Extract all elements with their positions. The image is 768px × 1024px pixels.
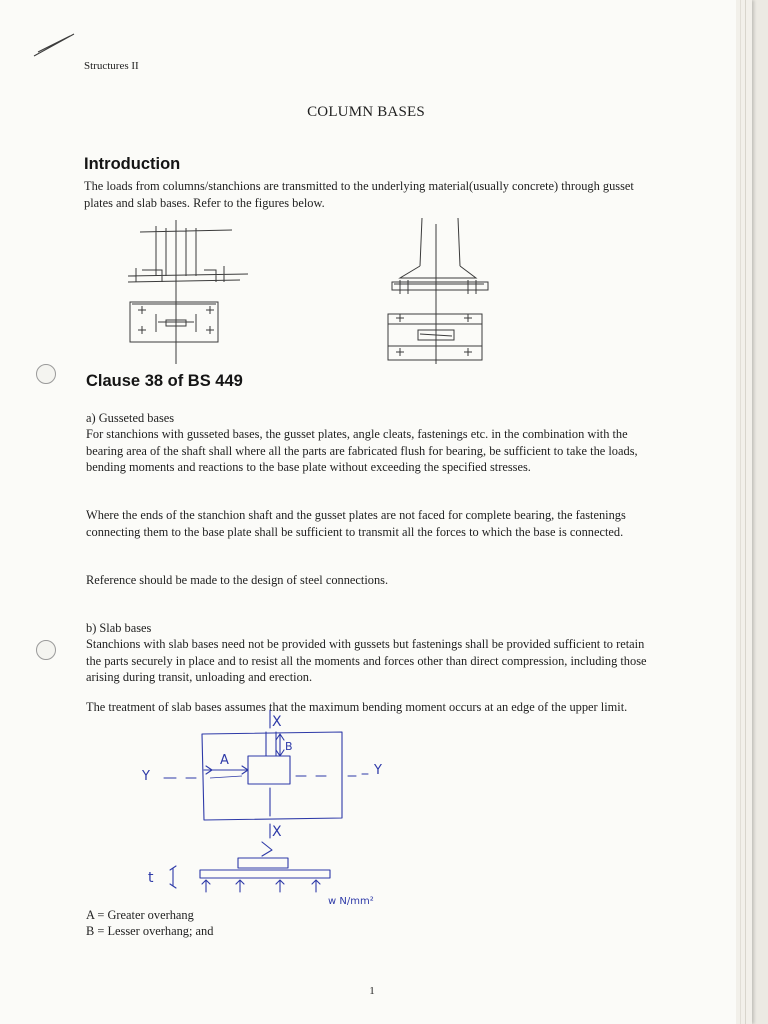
gusseted-bases-paragraph: For stanchions with gusseted bases, the gusset plates, angle cleats, fastenings etc. in the combination with the bearing area of the shaft shall where all the parts are fabricated flush for bearing, be sufficient to take the loads, bending moments and reactions to the base plate without exceeding the specified stresses. [86,427,638,475]
introduction-paragraph: The loads from columns/stanchions are transmitted to the underlying material(usually concrete) through gusset plates and slab bases. Refer to the figures below. [84,179,634,210]
axis-x-top-label: X [272,714,282,730]
greater-overhang-label: A [220,753,229,768]
legend-greater-overhang: A = Greater overhang [86,908,194,922]
axis-y-left-label: Y [142,769,150,784]
staple-mark [30,28,80,62]
gusseted-bases-label: a) Gusseted bases [86,411,175,425]
gusseted-bases-paragraph-2: Where the ends of the stanchion shaft and the gusset plates are not faced for complete bearing, the fastenings connecting them to the base plate shall be sufficient to transmit all the forces to which the base is connected. [86,508,626,539]
clause-heading: Clause 38 of BS 449 [86,372,243,390]
punch-hole [36,640,56,660]
slab-bases-paragraph: Stanchions with slab bases need not be provided with gussets but fastenings shall be provided sufficient to retain the parts securely in place and to resist all the moments and forces other than direct compression, including those arising during transit, unloading and erection. [86,637,647,685]
slab-base-sketch [384,214,494,370]
slab-base-hand-sketch [130,708,420,908]
page-number: 1 [369,985,375,997]
gusseted-base-sketch [120,218,260,366]
slab-bases-label: b) Slab bases [86,621,152,635]
page-edge-line [740,0,741,1024]
axis-x-bottom-label: X [272,824,282,840]
axis-y-right-label: Y [374,763,382,778]
reference-note: Reference should be made to the design of steel connections. [86,573,389,587]
legend-lesser-overhang: B = Lesser overhang; and [86,924,214,938]
introduction-heading: Introduction [84,155,181,173]
course-header: Structures II [84,60,139,72]
slab-treatment-paragraph: The treatment of slab bases assumes that the maximum bending moment occurs at an edge of the upper limit. [86,700,628,714]
page-edge [736,0,752,1024]
punch-hole [36,364,56,384]
page-edge-line [745,0,746,1024]
pressure-label: w N/mm² [328,896,374,907]
lesser-overhang-label: B [285,740,293,753]
thickness-label: t [148,870,154,886]
page-title: COLUMN BASES [307,104,425,120]
